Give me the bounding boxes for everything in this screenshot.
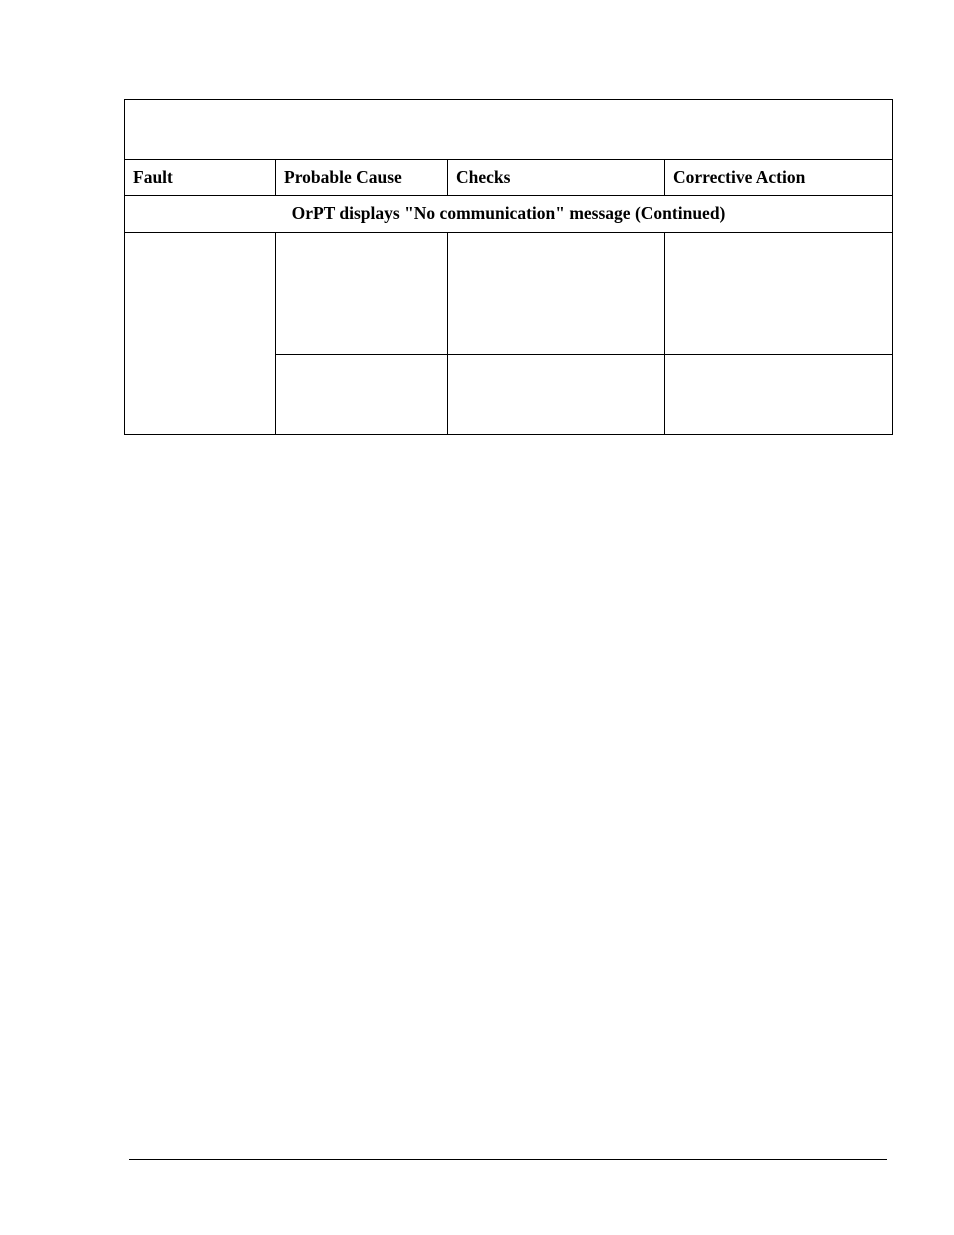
probable-cause-cell [276, 355, 448, 435]
table-row [125, 233, 893, 355]
header-fault: Fault [125, 160, 276, 196]
corrective-action-cell [665, 355, 893, 435]
table-caption-row [125, 100, 893, 160]
corrective-action-cell [665, 233, 893, 355]
checks-cell [448, 355, 665, 435]
table-header-row [125, 160, 893, 196]
footer-divider [129, 1159, 887, 1160]
header-checks: Checks [448, 160, 665, 196]
section-title-row [125, 196, 893, 233]
probable-cause-cell [276, 233, 448, 355]
fault-cell [125, 233, 276, 435]
header-probable-cause: Probable Cause [276, 160, 448, 196]
table-caption-cell [125, 100, 893, 160]
section-title: OrPT displays "No communication" message (Continued) [125, 196, 893, 233]
checks-cell [448, 233, 665, 355]
troubleshooting-table [124, 99, 893, 435]
header-corrective-action: Corrective Action [665, 160, 893, 196]
